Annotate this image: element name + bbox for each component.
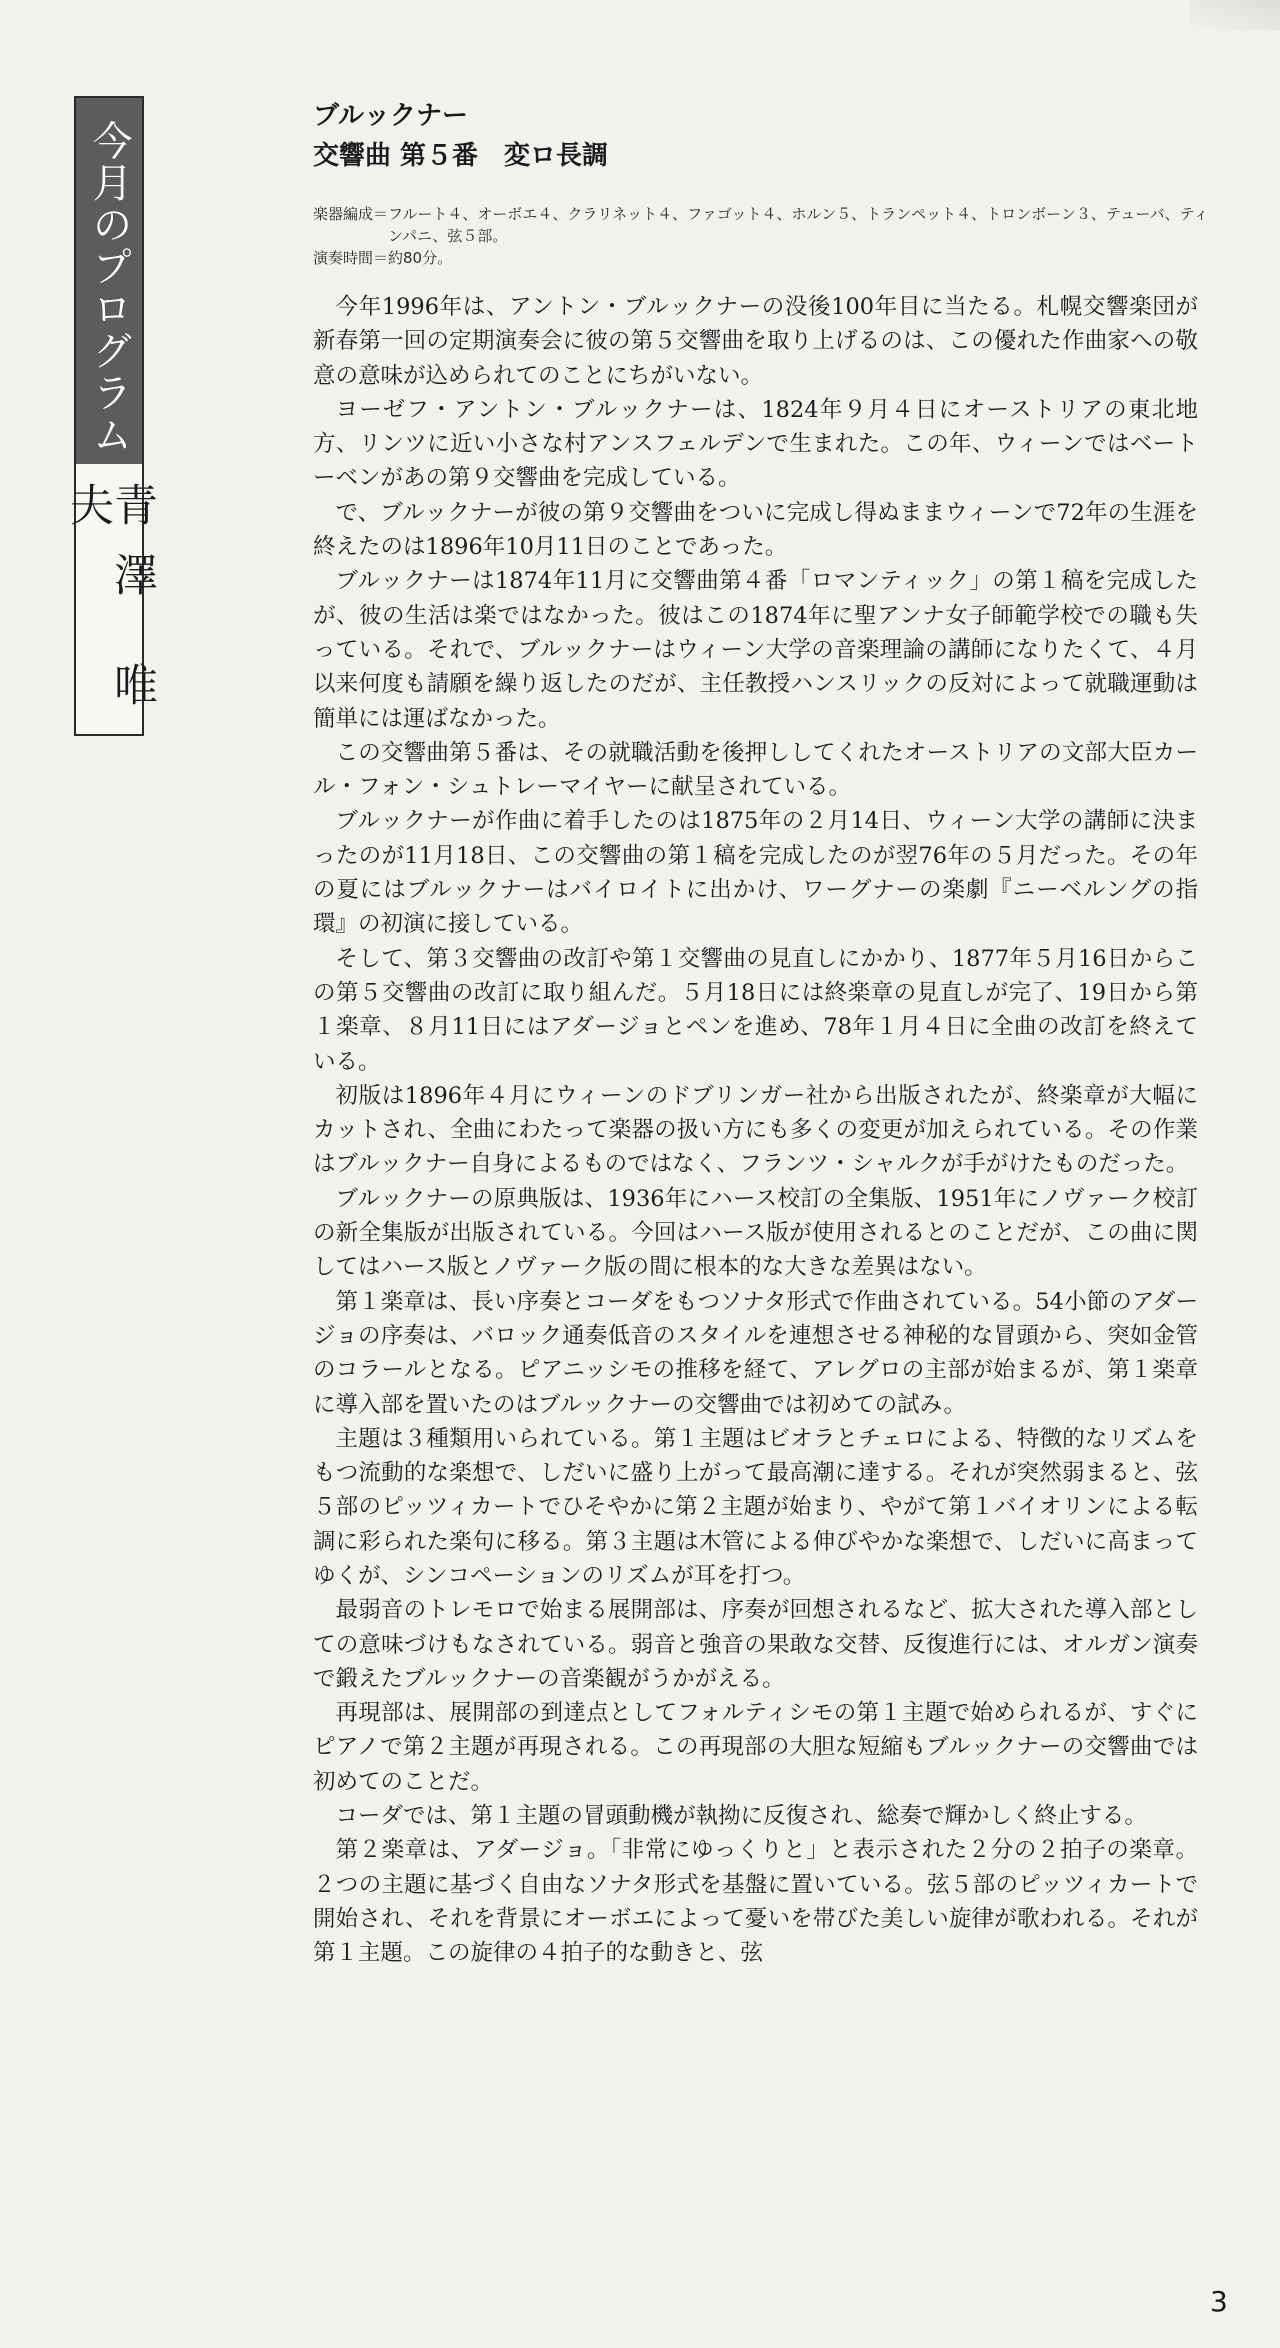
paragraph: コーダでは、第１主題の冒頭動機が執拗に反復され、総奏で輝かしく終止する。 (335, 1803, 1147, 1830)
section-label-box (76, 98, 142, 464)
duration-row (313, 247, 1213, 269)
paragraph: 主題は３種類用いられている。第１主題はビオラとチェロによる、特徴的なリズムをもつ流動的な楽想で、しだいに盛り上がって最高潮に達する。それが突然弱まると、弦５部のピッツィカートでひそやかに第２主題が始まり、やがて第１バイオリンによる転調に彩られた楽句に移る。第３主題は木管による伸びやかな楽想で、しだいに高まってゆくが、シンコペーションのリズムが耳を打つ。 (313, 1425, 1198, 1589)
program-notes (313, 290, 1198, 1971)
side-banner (62, 96, 157, 736)
paragraph: 初版は1896年４月にウィーンのドブリンガー社から出版されたが、終楽章が大幅にカットされ、全曲にわたって楽器の扱い方にも多くの変更が加えられている。その作業はブルックナー自身によるものではなく、フランツ・シャルクが手がけたものだった。 (313, 1082, 1198, 1178)
instrumentation-label: 楽器編成＝ (313, 205, 389, 223)
work-info (313, 203, 1213, 269)
paragraph: 今年1996年は、アントン・ブルックナーの没後100年目に当たる。札幌交響楽団が新春第一回の定期演奏会に彼の第５交響曲を取り上げるのは、この優れた作曲家への敬意の意味が込められてのことにちがいない。 (313, 294, 1198, 389)
paragraph: で、ブルックナーが彼の第９交響曲をついに完成し得ぬままウィーンで72年の生涯を終えたのは1896年10月11日のことであった。 (313, 499, 1198, 561)
paragraph: 最弱音のトレモロで始まる展開部は、序奏が回想されるなど、拡大された導入部としての意味づけもなされている。弱音と強音の果敢な交替、反復進行には、オルガン演奏で鍛えたブルックナーの音楽観がうかがえる。 (313, 1597, 1198, 1692)
section-label: 今月のプログラム (86, 120, 132, 456)
duration-value: 約80分。 (388, 249, 453, 267)
instrumentation-value: フルート４、オーボエ４、クラリネット４、ファゴット４、ホルン５、トランペット４、トロンボーン３、テューバ、ティンパニ、弦５部。 (388, 205, 1209, 245)
paragraph: ブルックナーは1874年11月に交響曲第４番「ロマンティック」の第１稿を完成したが、彼の生活は楽ではなかった。彼はこの1874年に聖アンナ女子師範学校での職も失っている。それで、ブルックナーはウィーン大学の音楽理論の講師になりたくて、４月以来何度も請願を繰り返したのだが、主任教授ハンスリックの反対によって就職運動は簡単には運ばなかった。 (313, 568, 1198, 732)
paragraph: 第２楽章は、アダージョ。「非常にゆっくりと」と表示された２分の２拍子の楽章。２つの主題に基づく自由なソナタ形式を基盤に置いている。弦５部のピッツィカートで開始され、それを背景にオーボエによって憂いを帯びた美しい旋律が歌われる。それが第１主題。この旋律の４拍子的な動きと、弦 (313, 1837, 1198, 1967)
paragraph: ブルックナーが作曲に着手したのは1875年の２月14日、ウィーン大学の講師に決まったのが11月18日、この交響曲の第１稿を完成したのが翌76年の５月だった。その年の夏にはブルックナーはバイロイトに出かけ、ワーグナーの楽劇『ニーベルングの指環』の初演に接している。 (313, 808, 1198, 938)
paragraph: この交響曲第５番は、その就職活動を後押ししてくれたオーストリアの文部大臣カール・フォン・シュトレーマイヤーに献呈されている。 (313, 739, 1198, 801)
work-title: 交響曲 第５番 変ロ長調 (313, 141, 609, 171)
paragraph: 第１楽章は、長い序奏とコーダをもつソナタ形式で作曲されている。54小節のアダージョの序奏は、バロック通奏低音のスタイルを連想させる神秘的な冒頭から、突如金管のコラールとなる。ピアニッシモの推移を経て、アレグロの主部が始まるが、第１楽章に導入部を置いたのはブルックナーの交響曲では初めての試み。 (313, 1288, 1198, 1418)
author-box (62, 464, 157, 736)
paragraph: ブルックナーの原典版は、1936年にハース校訂の全集版、1951年にノヴァーク校訂の新全集版が出版されている。今回はハース版が使用されるとのことだが、この曲に関してはハース版とノヴァーク版の間に根本的な大きな差異はない。 (313, 1185, 1198, 1281)
title-block (313, 96, 608, 176)
page-corner-shadow (1190, 0, 1280, 30)
paragraph: 再現部は、展開部の到達点としてフォルティシモの第１主題で始められるが、すぐにピアノで第２主題が再現される。この再現部の大胆な短縮もブルックナーの交響曲では初めてのことだ。 (313, 1700, 1198, 1795)
paragraph: そして、第３交響曲の改訂や第１交響曲の見直しにかかり、1877年５月16日からこの第５交響曲の改訂に取り組んだ。５月18日には終楽章の見直しが完了、19日から第１楽章、８月11日にはアダージョとペンを進め、78年１月４日に全曲の改訂を終えている。 (313, 945, 1198, 1075)
paragraph: ヨーゼフ・アントン・ブルックナーは、1824年９月４日にオーストリアの東北地方、リンツに近い小さな村アンスフェルデンで生まれた。この年、ウィーンではベートーベンがあの第９交響曲を完成している。 (313, 396, 1198, 492)
instrumentation-row (313, 203, 1213, 247)
composer-name: ブルックナー (313, 101, 468, 131)
duration-label: 演奏時間＝ (313, 249, 389, 267)
page-number: 3 (1210, 2285, 1228, 2318)
author-name: 青澤 唯夫 (62, 482, 157, 732)
